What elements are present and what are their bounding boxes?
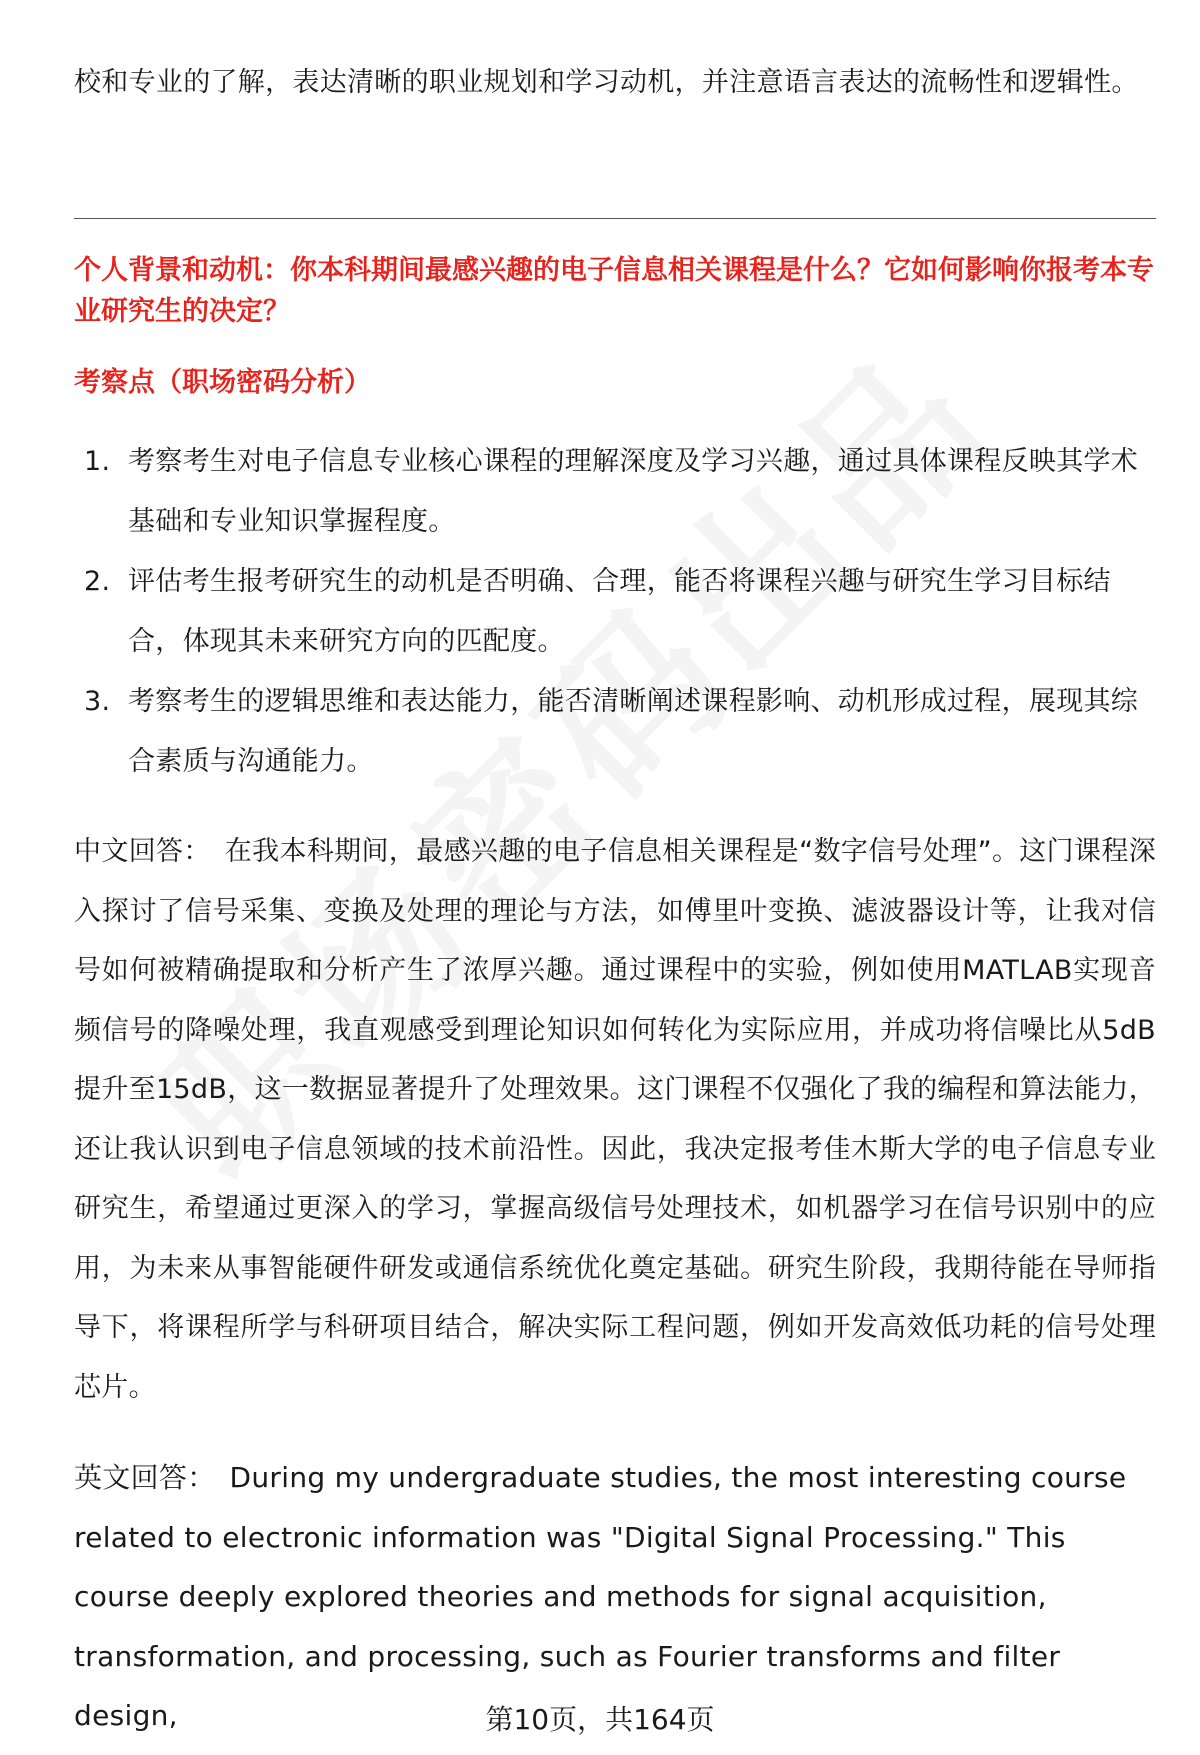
english-answer-label: 英文回答： (74, 1461, 216, 1494)
section-divider (74, 218, 1156, 219)
chinese-answer-label: 中文回答： (74, 836, 211, 867)
assessment-points-title: 考察点（职场密码分析） (74, 367, 371, 398)
point-text: 评估考生报考研究生的动机是否明确、合理，能否将课程兴趣与研究生学习目标结合，体现其未来研究方向的匹配度。 (128, 566, 1111, 657)
chinese-answer (74, 822, 1156, 1417)
assessment-points-list (74, 432, 1156, 792)
assessment-point (74, 432, 1156, 552)
english-answer-text: During my undergraduate studies, the most interesting course related to electronic information was "Digital Signal Processing." This course deeply explored theories and methods for signal acquisition, transformation, and processing, such as Fourier transforms and filter design, (74, 1461, 1127, 1732)
page-footer: 第10页，共164页 (485, 1703, 715, 1736)
intro-paragraph: 校和专业的了解，表达清晰的职业规划和学习动机，并注意语言表达的流畅性和逻辑性。 (74, 67, 1139, 98)
point-text: 考察考生对电子信息专业核心课程的理解深度及学习兴趣，通过具体课程反映其学术基础和专业知识掌握程度。 (128, 446, 1139, 537)
point-number: 2. (84, 566, 111, 597)
point-number: 3. (84, 686, 111, 717)
chinese-answer-text: 在我本科期间，最感兴趣的电子信息相关课程是“数字信号处理”。这门课程深入探讨了信号采集、变换及处理的理论与方法，如傅里叶变换、滤波器设计等，让我对信号如何被精确提取和分析产生了浓厚兴趣。通过课程中的实验，例如使用MATLAB实现音频信号的降噪处理，我直观感受到理论知识如何转化为实际应用，并成功将信噪比从5dB提升至15dB，这一数据显著提升了处理效果。这门课程不仅强化了我的编程和算法能力，还让我认识到电子信息领域的技术前沿性。因此，我决定报考佳木斯大学的电子信息专业研究生，希望通过更深入的学习，掌握高级信号处理技术，如机器学习在信号识别中的应用，为未来从事智能硬件研发或通信系统优化奠定基础。研究生阶段，我期待能在导师指导下，将课程所学与科研项目结合，解决实际工程问题，例如开发高效低功耗的信号处理芯片。 (74, 836, 1156, 1403)
assessment-point (74, 552, 1156, 672)
point-number: 1. (84, 446, 111, 477)
question-heading: 个人背景和动机：你本科期间最感兴趣的电子信息相关课程是什么？它如何影响你报考本专业研究生的决定？ (74, 255, 1154, 327)
point-text: 考察考生的逻辑思维和表达能力，能否清晰阐述课程影响、动机形成过程，展现其综合素质与沟通能力。 (128, 686, 1139, 777)
assessment-point (74, 672, 1156, 792)
